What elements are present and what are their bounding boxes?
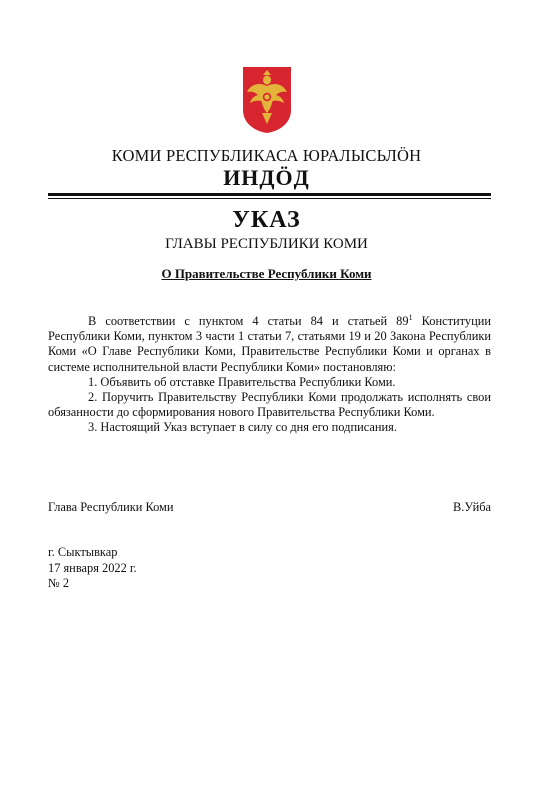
preamble-paragraph [48, 314, 491, 375]
document-subject-text: О Правительстве Республики Коми [161, 266, 372, 281]
document-body [48, 314, 491, 436]
decree-item-3: 3. Настоящий Указ вступает в силу со дня его подписания. [88, 420, 397, 435]
document-subject [0, 266, 533, 282]
header-decree-komi: ИНДÖД [223, 165, 310, 190]
header-republic-komi: КОМИ РЕСПУБЛИКАСА ЮРАЛЫСЬЛÖН [111, 146, 422, 165]
decree-item-1: 1. Объявить об отставке Правительства Республики Коми. [88, 374, 396, 389]
preamble-superscript: 1 [408, 312, 413, 322]
document-footer [48, 545, 137, 592]
footer-city: г. Сыктывкар [48, 545, 118, 559]
header-rule-thin [48, 198, 491, 199]
preamble-part2: Конституции Республики Коми, пунктом 3 части 1 статьи 7, статьями 19 и 20 Закона Республики Коми «О Главе Республики Коми, Правительстве Республики Коми и органах в системе исполнительной власти Республики Коми» постановляю: [48, 314, 491, 374]
coat-of-arms-emblem [242, 66, 292, 134]
decree-item-2: 2. Поручить Правительству Республики Коми продолжать исполнять свои обязанности до сформирования нового Правительства Республики Коми. [48, 390, 491, 420]
preamble-part1: В соответствии с пунктом 4 статьи 84 и статьей 89 [88, 314, 409, 328]
document-issuer: ГЛАВЫ РЕСПУБЛИКИ КОМИ [165, 236, 368, 252]
signature-name: В.Уйба [453, 500, 491, 514]
signature-position: Глава Республики Коми [48, 500, 174, 514]
footer-number: № 2 [48, 576, 70, 590]
header-rule-thick [48, 193, 491, 196]
document-type: УКАЗ [232, 207, 301, 233]
footer-date: 17 января 2022 г. [48, 560, 137, 575]
